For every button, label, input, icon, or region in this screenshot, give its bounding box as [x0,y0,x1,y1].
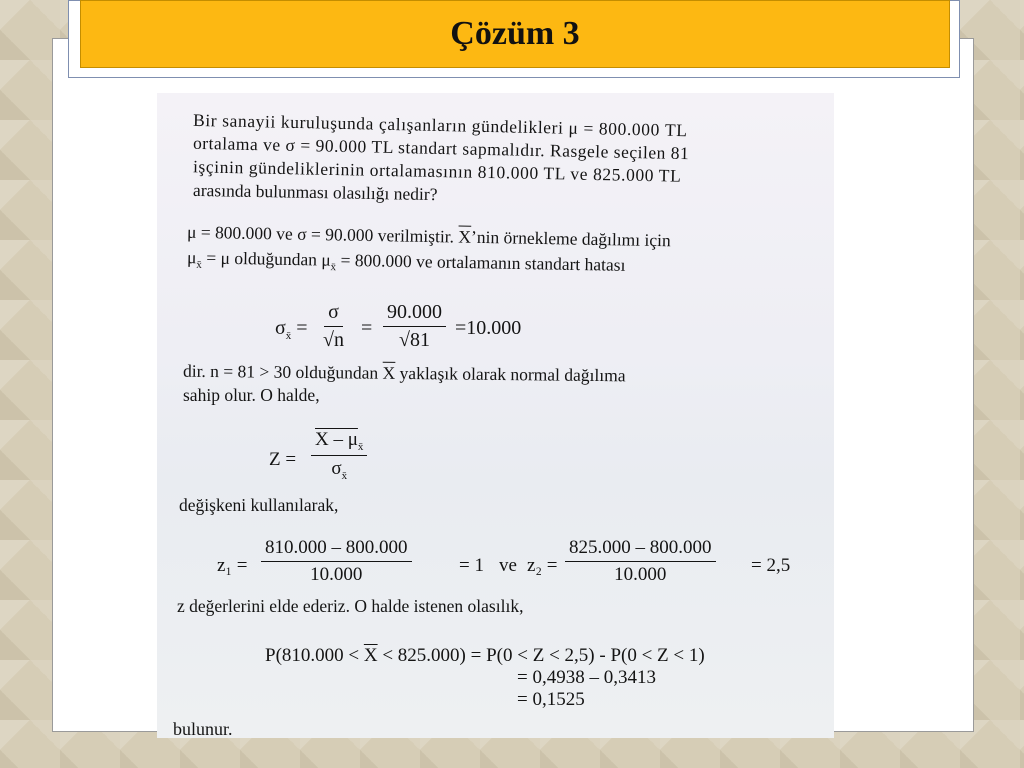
z-fraction [311,429,367,482]
z-num-text: X – μ [315,429,358,450]
given-line-1 [187,222,671,251]
z2-label: z₂ = [527,555,558,576]
textbook-photo [157,93,834,738]
problem-line-2: ortalama ve σ = 90.000 TL standart sapmalıdır. Rasgele seçilen 81 [192,132,690,164]
obtain-line: z değerlerini elde ederiz. O halde istenen olasılık, [177,596,524,616]
se-f2-denominator: √81 [399,329,430,351]
problem-line-4: arasında bulunması olasılığı nedir? [192,179,438,205]
se-lhs: $\sigma_{x̄}$ = [275,317,308,342]
ve-word: ve [499,555,517,576]
given-text-d: = 800.000 ve ortalamanın standart hatası [340,249,626,275]
xbar-symbol-2: $\overline{X}$ [382,362,396,383]
title-bar [80,0,950,68]
probability-line-3: = 0,1525 [517,689,585,710]
z-denominator [331,456,347,482]
z-numerator [311,429,367,456]
equals-sign: = [361,317,373,339]
given-text-a: μ = 800.000 ve σ = 90.000 verilmiştir. [186,221,455,247]
z2-fraction [565,537,716,586]
xbar-symbol: $\overline{X}$ [458,226,472,247]
sigma-subscript: x̄ [285,330,292,342]
z2-denominator: 10.000 [614,564,667,585]
z1-result: = 1 [459,555,484,576]
se-f1-numerator: σ [324,301,343,327]
conclusion-line: bulunur. [173,719,233,738]
probability-line-1 [265,645,705,667]
prob-lhs-a: P(810.000 < [265,645,360,666]
xbar-symbol-3: $\overline{X}$ [363,645,378,666]
problem-line-3: işçinin gündeliklerinin ortalamasının 810.000 TL ve 825.000 TL [192,156,682,186]
se-fraction-1 [323,301,344,352]
prob-lhs-b: < 825.000) [382,645,466,666]
z1-label: z₁ = [217,555,248,576]
z-den-text: σ [331,457,342,479]
se-f1-denominator: √n [323,329,344,351]
after-line-1 [183,361,626,387]
problem-line-1: Bir sanayii kuruluşunda çalışanların gündelikleri μ = 800.000 TL [192,109,688,141]
z2-numerator: 825.000 – 800.000 [565,537,716,562]
z-num-sub: x̄ [357,440,364,453]
sigma-symbol: σ [275,317,286,339]
using-line: değişkeni kullanılarak, [179,495,339,515]
z-lhs: Z = [269,449,297,470]
z2-result: = 2,5 [751,555,791,576]
z-den-sub: x̄ [341,469,348,482]
se-result: =10.000 [455,317,522,339]
slide-title: Çözüm 3 [450,15,580,52]
given-text-b: ’nin örnekleme dağılımı için [470,226,671,251]
z1-numerator: 810.000 – 800.000 [261,537,412,562]
se-fraction-2 [383,301,446,352]
probability-line-2: = 0,4938 – 0,3413 [517,667,656,688]
mu-subscript: x̄ [196,258,202,271]
z1-fraction [261,537,412,586]
mu-subscript-2: x̄ [330,261,337,274]
se-f2-numerator: 90.000 [383,301,446,327]
mu-symbol: μ [186,247,197,268]
z1-denominator: 10.000 [310,564,363,585]
given-line-2 [187,247,626,278]
after-text-b: yaklaşık olarak normal dağılıma [399,362,626,386]
after-text-a: dir. n = 81 > 30 olduğundan [182,360,379,383]
given-text-c: = μ olduğundan μ [206,247,331,270]
after-line-2: sahip olur. O halde, [183,385,320,405]
prob-rhs: = P(0 < Z < 2,5) - P(0 < Z < 1) [470,645,705,666]
